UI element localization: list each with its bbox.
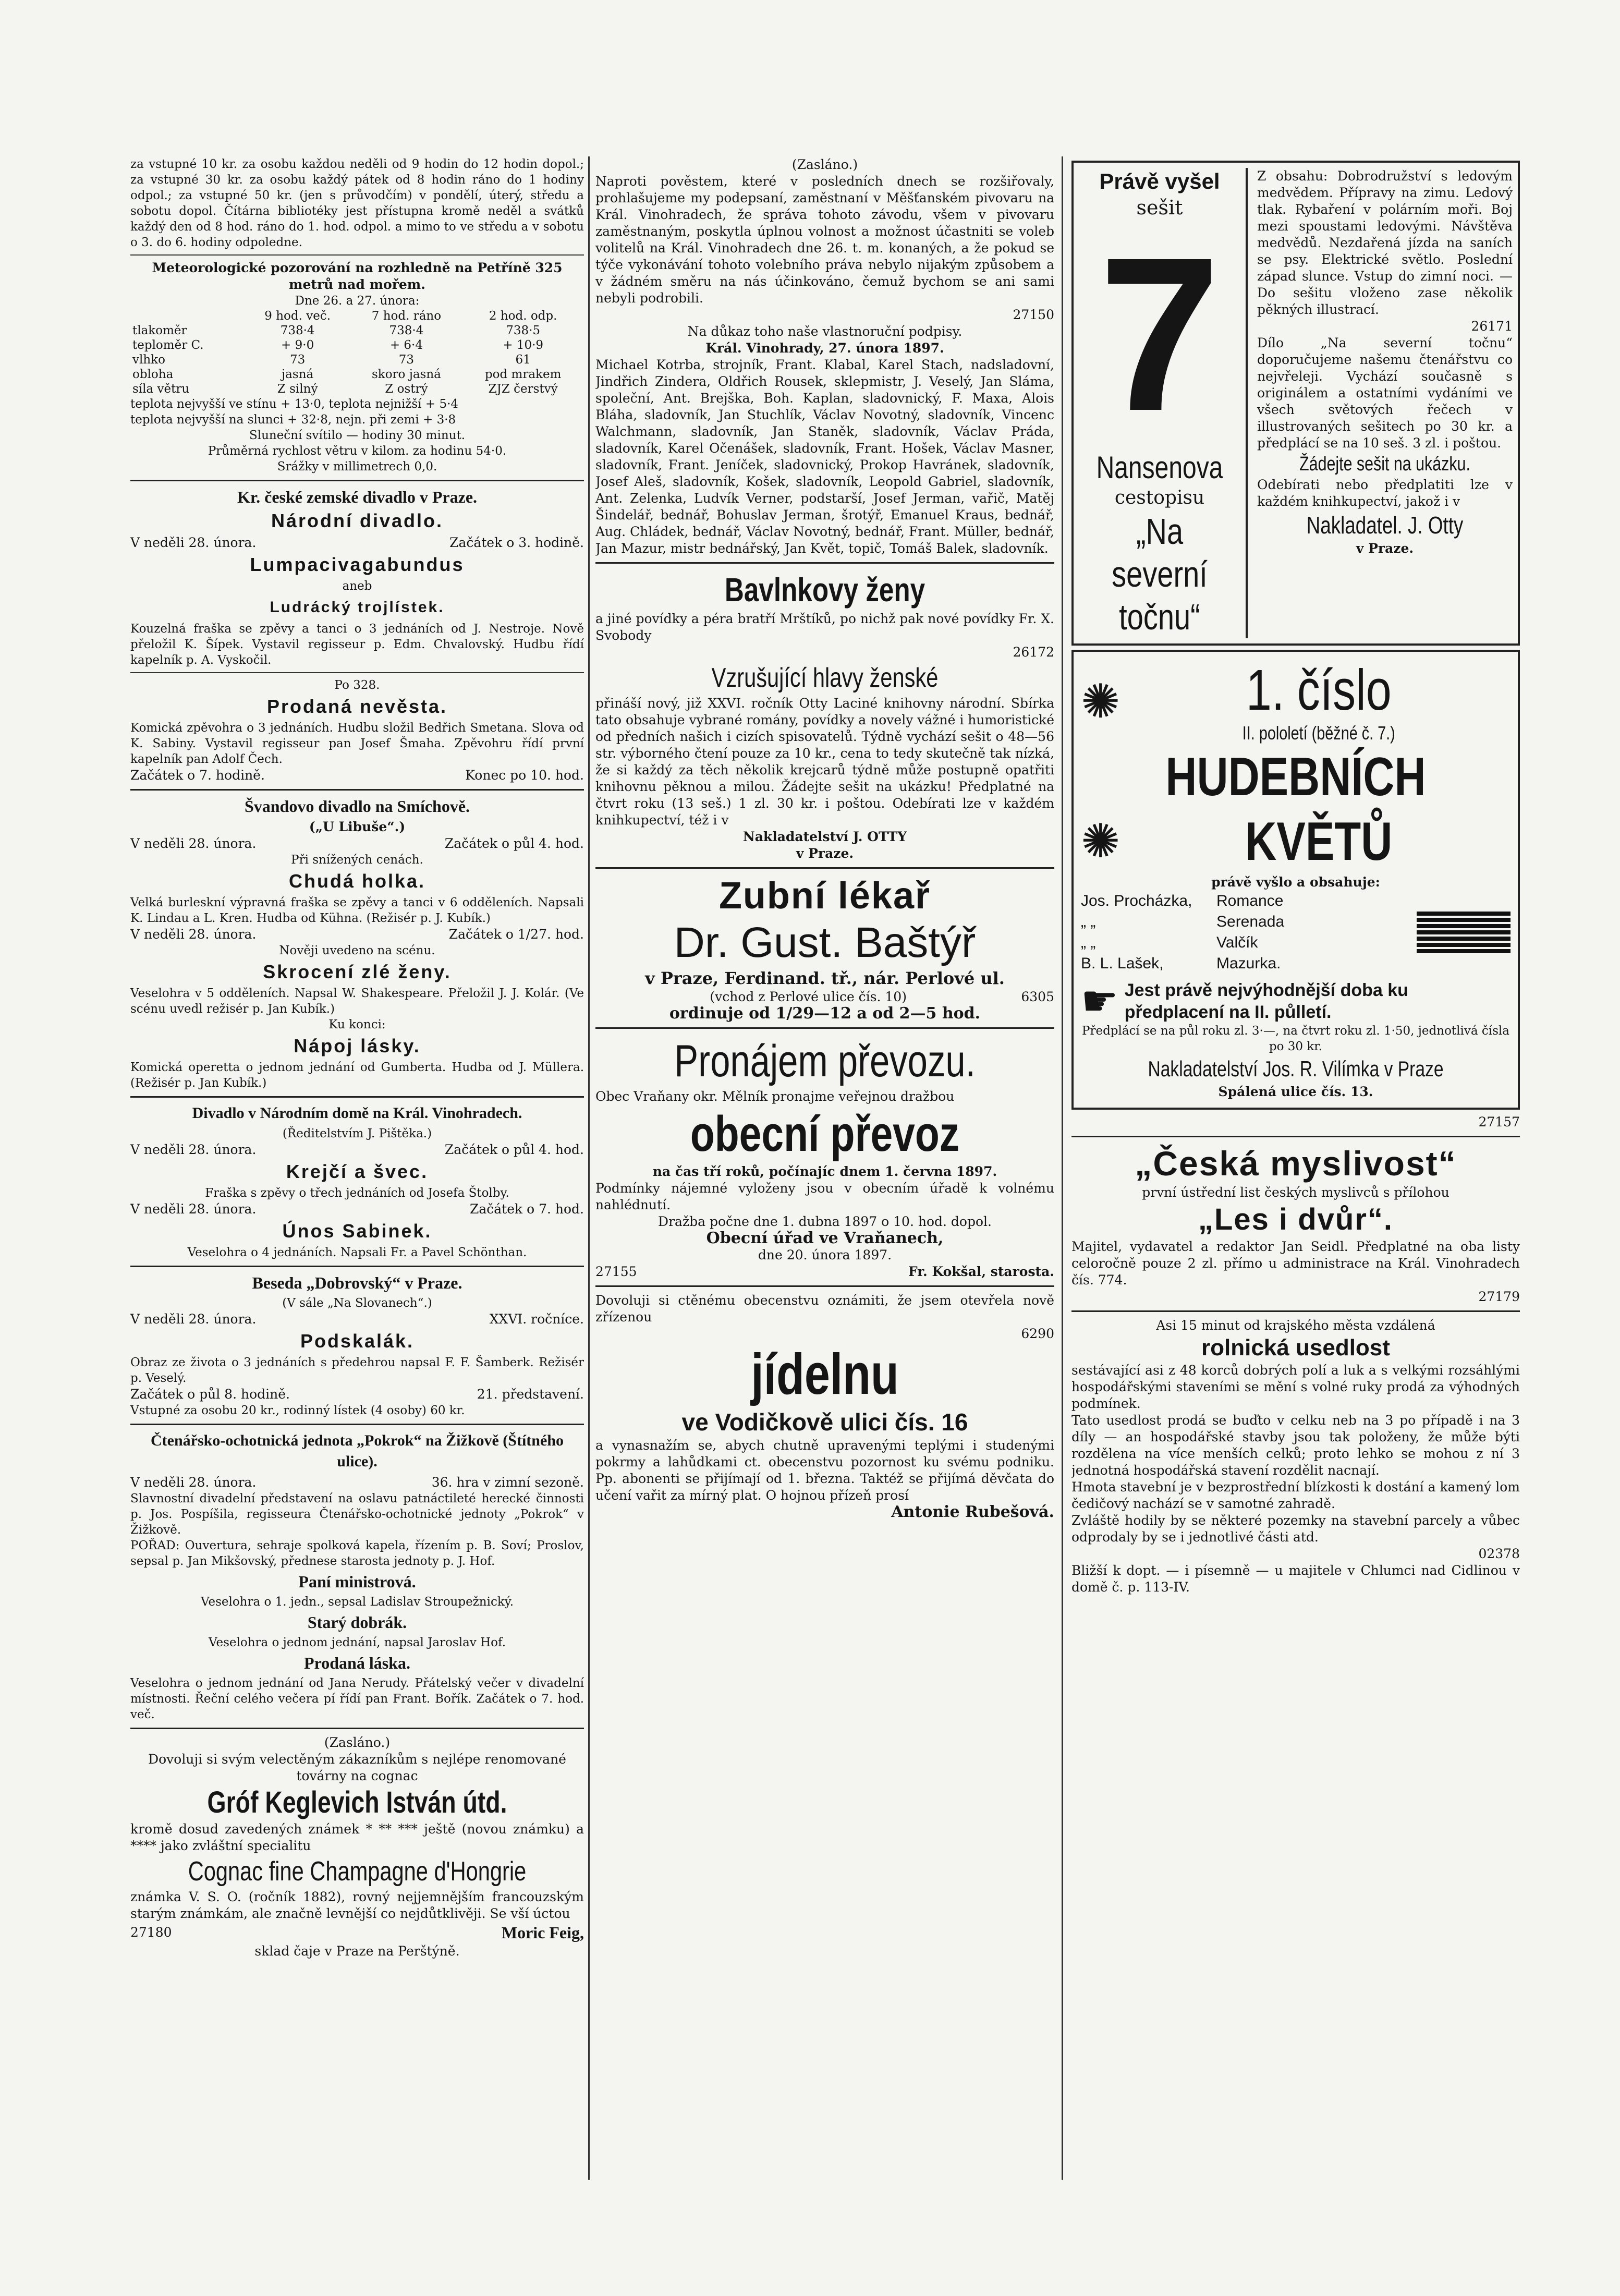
date: V neděli 28. února. (130, 535, 257, 550)
address: v Praze, Ferdinand. tř., nár. Perlové ul. (645, 968, 1005, 988)
contents-list (1081, 891, 1417, 974)
doctor-name: Dr. Gust. Baštýř (674, 919, 976, 966)
divider (1071, 1310, 1520, 1312)
ad-title: Vzrušující hlavy ženské (711, 663, 939, 693)
date: V neděli 28. února. (130, 1475, 257, 1490)
table-cell: 9 hod. več. (264, 309, 331, 323)
start-time: Začátek o 3. hodině. (449, 535, 584, 550)
divider (595, 867, 1054, 869)
play-note: Při snížených cenách. (291, 853, 423, 867)
nansen-ad (1071, 161, 1520, 646)
date: V neděli 28. února. (130, 836, 257, 851)
column-left (130, 156, 584, 2242)
ad-sesit: sešit (1136, 196, 1183, 219)
play-note: Nověji uvedeno na scénu. (279, 944, 435, 957)
divider (1071, 1136, 1520, 1137)
zaslano-title: (Zasláno.) (791, 157, 858, 172)
table-cell (130, 309, 245, 323)
ad-text: Podmínky nájemné vyloženy jsou v obecním úřadě k volnému nahlédnutí. (595, 1181, 1054, 1212)
flower-ornament-icon: ✺ (1081, 814, 1120, 869)
ad-number: 6290 (1021, 1326, 1054, 1341)
play-times-row (130, 1386, 584, 1403)
ad-text: Majitel, vydavatel a redaktor Jan Seidl. Předplatné na oba listy celoročně pouze 2 zl. přímo u administrace na Král. Vinohradech čís. 774. (1071, 1239, 1520, 1287)
play-title: Prodaná láska. (304, 1654, 410, 1672)
issue-number: 1. číslo (1246, 658, 1392, 722)
date: V neděli 28. února. (130, 1311, 257, 1327)
divider (130, 1266, 584, 1267)
address-note: (vchod z Perlové ulice čís. 10) (710, 989, 907, 1004)
table-cell: 73 (398, 353, 415, 367)
table-cell: pod mrakem (484, 368, 562, 381)
theatre-date-row (130, 534, 584, 551)
piece: Mazurka. (1216, 955, 1281, 972)
divider (130, 789, 584, 791)
ad-intro: Asi 15 minut od krajského města vzdálená (1156, 1318, 1435, 1333)
date: V neděli 28. února. (130, 927, 257, 942)
table-cell: Z silný (277, 382, 318, 396)
ad-sub: právě vyšlo a obsahuje: (1211, 874, 1380, 890)
start-time: Začátek o půl 4. hod. (444, 1142, 584, 1157)
nansen-ad-right (1257, 168, 1513, 638)
ad-sub: cestopisu (1114, 487, 1205, 508)
ad-text: Dovoluji si ctěnému obecenstvu oznámiti, že jsem otevřela nově zřízenou (595, 1293, 1054, 1325)
list-item (1081, 912, 1417, 932)
table-cell: vlhko (132, 353, 165, 367)
ad-headline: obecní převoz (690, 1106, 960, 1162)
ad-title: „Les i dvůr“. (1198, 1202, 1394, 1236)
divider (130, 254, 584, 256)
list-item (1081, 953, 1417, 974)
column-right (1071, 156, 1520, 2242)
ad-title: Zubní lékař (718, 875, 931, 917)
play-title: Chudá holka. (288, 870, 426, 892)
ad-number: 27155 (595, 1264, 637, 1279)
theatre-title: Kr. české zemské divadlo v Praze. (237, 488, 478, 506)
ad-cta: Žádejte sešit na ukázku. (1299, 453, 1470, 475)
play-description: Veselohra o 1. jedn., sepsal Ladislav Stroupežnický. (200, 1595, 514, 1609)
play-description: Obraz ze života o 3 jednáních s předehrou napsal F. F. Šamberk. Režisér p. Veselý. (130, 1356, 584, 1385)
piece: Serenada (1216, 913, 1285, 930)
hudebni-kvety-ad (1071, 650, 1520, 1110)
zaslano-names: Michael Kotrba, strojník, Frant. Klabal, Karel Stach, nadsladovní, Jindřich Zindera, Oldřich Rousek, sklepmistr, J. Veselý, Jan Sláma, společní, Ant. Brejška, Boh. Kaplan, sladovnický, F. Maxa, Alois Bláha, sladovník, Jan Stuchlík, Václav Novotný, sladovník, Vincenc Walchmann, sladovník, Jan Staněk, sladovník, Václav Práda, sladovník, Karel Očenášek, sladovník, Frant. Hošek, Václav Masner, sladovník, Frant. Jeníček, sladovnický, Prokop Havránek, sladovník, Josef Aleš, sladovník, Košek, sladovník, Leopold Gabriel, sladovník, Ant. Zelenka, Ludvík Verner, podstarší, Josef Jerman, vařič, Matěj Šindelář, bednář, Bohuslav Jerman, šrotýř, Emanuel Kraus, bednář, Aug. Chládek, bednář, Václav Novotný, bednář, Frant. Müller, bednář, Jan Mazur, mistr bednářský, Jan Květ, topič, Tomáš Balek, sladovník. (595, 357, 1054, 556)
ad-text: a vynasnažím se, abych chutně upravenými teplými i studenými pokrmy a lahůdkami ct. obecenstvu pozornost ku svému podniku. Pp. abonenti se přijímají od 1. března. Taktéž se přijímá děvčata do učení vařit za mírný plat. O hojnou přízeň prosí (595, 1438, 1054, 1503)
end-time: Konec po 10. hod. (465, 768, 584, 783)
theatre-title: Čtenářsko-ochotnická jednota „Pokrok“ na Žižkově (Štítného ulice). (151, 1432, 564, 1470)
play-description: Veselohra o jednom jednání, napsal Jaroslav Hof. (208, 1636, 506, 1649)
address-row (595, 989, 1054, 1005)
cognac-text: kromě dosud zavedených známek * ** *** ještě (novou známku) a **** jako zvláštní specialitu (130, 1821, 584, 1853)
year: XXVI. ročníce. (489, 1311, 584, 1327)
flower-ornament-icon: ✺ (1081, 674, 1120, 729)
play-description: Komická zpěvohra o 3 jednáních. Hudbu složil Bedřich Smetana. Slova od K. Sabiny. Vystavil regisseur pan Josef Šmaha. Zpěvohru řídí první kapelník pan Adolf Čech. (130, 721, 584, 766)
theatre-title: Divadlo v Národním domě na Král. Vinohradech. (192, 1104, 522, 1122)
ad-text: přináší nový, již XXVI. ročník Otty Laciné knihovny národní. Sbírka tato obsahuje vybrané romány, povídky a novely vážné i humoristické od předních našich i cizích spisovatelů. Týdně vychází sešit o 48—56 str. výborného čtení pouze za 10 kr., cena to tedy skutečně tak nízká, že si každý za těch několik krejcarů týdně může postupně opatřiti knihovnu pěknou a milou. Žádejte sešit na ukázku! Předplatné na čtvrt roku (13 seš.) 1 zl. 30 kr. i poštou. Odebírati lze v každém knihkupectví, též i v (595, 696, 1054, 828)
ad-title: Pronájem převozu. (674, 1036, 976, 1086)
ad-name: Nansenova (1096, 450, 1223, 485)
ad-text: a jiné povídky a péra bratří Mrštíků, po nichž pak nové povídky Fr. X. Svobody (595, 611, 1054, 643)
theatre-date-row (130, 1311, 584, 1328)
table-cell: 2 hod. odp. (489, 309, 557, 323)
program: POŘAD: Ouvertura, sehraje spolková kapela, řízením p. B. Soví; Proslov, sepsal p. Jan Mikšovský, přednese starosta jednoty p. J. Hof. (130, 1539, 584, 1568)
ad-text: sestávající asi z 48 korců dobrých polí a luk a s velkými rozsáhlými hospodářskými staveními se mění s volné ruky prodá za výhodných podmínek. (1071, 1363, 1520, 1411)
half-year: II. pololetí (běžné č. 7.) (1243, 722, 1396, 744)
ad-text: Obec Vraňany okr. Mělník pronajme veřejnou dražbou (595, 1089, 955, 1104)
ad-number: 27180 (130, 1925, 172, 1940)
divider (130, 1096, 584, 1098)
table-row (130, 323, 584, 338)
publisher: Nakladatelství J. OTTY (742, 829, 907, 844)
play-description: Kouzelná fraška se zpěvy a tanci o 3 jednáních od J. Nestroje. Nově přeložil K. Šípek. Vystavil regisseur p. Edm. Chvalovský. Hudbu řídí kapelník p. A. Vyskočil. (130, 622, 584, 667)
table-cell: obloha (132, 368, 174, 381)
theatre-subtitle: Národní divadlo. (271, 510, 444, 531)
table-cell: 61 (515, 353, 531, 367)
music-staff-ornament (1417, 909, 1511, 955)
play-title: Krejčí a švec. (286, 1161, 429, 1182)
ad-hint: Jest právě nejvýhodnější doba ku předplacení na II. půlletí. (1124, 980, 1408, 1022)
start-time: Začátek o půl 8. hodině. (130, 1387, 290, 1402)
divider (130, 1728, 584, 1729)
nansen-ad-left (1079, 168, 1248, 638)
ad-text: Z obsahu: Dobrodružství s ledovým medvědem. Přípravy na zimu. Ledový tlak. Rybaření v polárním moři. Boj mezi spoustami ledovými. Návštěva medvědů. Nezdařená jízda na saních se psy. Elektrické světlo. Poslední západ slunce. Vstup do zimní noci. — Do sešitu vloženo zase několik pěkných illustrací. (1257, 168, 1513, 317)
ad-text: Hmota stavební je v bezprostřední blízkosti k dostání a kamený lom čedičový nachází se v samotné zahradě. (1071, 1479, 1520, 1511)
table-cell: ZJZ čerstvý (488, 382, 558, 396)
publisher-address: Spálená ulice čís. 13. (1218, 1084, 1373, 1099)
table-row (130, 309, 584, 323)
column-middle (595, 156, 1054, 2242)
table-cell: Z ostrý (385, 382, 428, 396)
play-description: Veselohra v 5 odděleních. Napsal W. Shakespeare. Přeložil J. J. Kolár. (Ve scénu uvedl režisér p. Jan Kubík.) (130, 987, 584, 1016)
composer: „ „ (1081, 913, 1096, 930)
ad-text: Tato usedlost prodá se buďto v celku neb na 3 po případě i na 3 díly — an hospodářské stavby jsou tak položeny, že může býti rozdělena na více menších celků; proto lehko se mohou z ní 3 jednotná hospodářská stavení rozdělit nacnají. (1071, 1413, 1520, 1478)
ad-title: „Česká myslivost“ (1135, 1144, 1457, 1183)
divider (595, 1285, 1054, 1287)
start-time: Začátek o půl 4. hod. (444, 836, 584, 851)
ad-number: 6305 (1021, 989, 1054, 1004)
list-item (1081, 891, 1417, 912)
ad-address: ve Vodičkově ulici čís. 16 (681, 1408, 968, 1436)
cognac-text: známka V. S. O. (ročník 1882), rovný nejjemnějším francouzským starým známkám, ale značně levnější co nejdůtklivěji. Se vší úctou (130, 1889, 584, 1921)
composer: B. L. Lašek, (1081, 955, 1164, 972)
ad-text: Dílo „Na severní točnu“ doporučujeme našemu čtenářstvu co nejvřeleji. Vychází současně s originálem a ostatními vydáními ve všech světových řečech v illustrovaných sešitech po 30 kr. a předplácí se na 10 seš. 3 zl. i poštou. (1257, 335, 1513, 451)
table-row (130, 367, 584, 382)
play-title: Starý dobrák. (307, 1613, 407, 1632)
table-cell: tlakoměr (132, 324, 187, 337)
theatre-subtitle: („U Libuše“.) (309, 819, 406, 834)
theatre-date-row (130, 1474, 584, 1491)
play-subtitle: Ludrácký trojlístek. (270, 599, 445, 616)
zaslano-place: Král. Vinohrady, 27. února 1897. (705, 341, 944, 356)
play-description: Veselohra o 4 jednáních. Napsali Fr. a Pavel Schönthan. (187, 1246, 527, 1259)
ad-text: první ústřední list českých myslivců s přílohou (1142, 1185, 1450, 1200)
play-description: Slavnostní divadelní představení na oslavu patnáctileté herecké činnosti p. Jos. Pospíšila, regisseura Čtenářsko-ochotnické jednoty „Pokrok“ v Žižkově. (130, 1492, 584, 1537)
divider (130, 480, 584, 481)
table-cell: 7 hod. ráno (371, 309, 442, 323)
divider (130, 672, 584, 673)
cognac-sign-row (130, 1922, 584, 1943)
composer: „ „ (1081, 934, 1096, 951)
theatre-title: Beseda „Dobrovský“ v Praze. (252, 1273, 462, 1292)
table-row (130, 338, 584, 353)
table-cell: + 9·0 (281, 338, 314, 352)
publisher-city: v Praze. (796, 846, 854, 861)
office: Obecní úřad ve Vraňanech, (706, 1229, 944, 1247)
ad-work: „Na severní točnu“ (1112, 511, 1208, 637)
cognac-brand: Gróf Keglevich István útd. (207, 1785, 507, 1819)
hours: ordinuje od 1/29—12 a od 2—5 hod. (669, 1004, 981, 1023)
magazine-title: HUDEBNÍCH (1165, 747, 1426, 807)
hint-row (1081, 979, 1511, 1023)
play-number: Po 328. (334, 678, 380, 692)
meteo-note: Srážky v millimetrech 0,0. (277, 460, 437, 473)
pointing-hand-icon: ☛ (1081, 977, 1118, 1025)
zaslano-title: (Zasláno.) (324, 1735, 391, 1750)
table-cell: jasná (282, 368, 314, 381)
date: V neděli 28. února. (130, 1142, 257, 1157)
meteo-note: Průměrná rychlost větru v kilom. za hodinu 54·0. (208, 444, 507, 458)
piece: Romance (1216, 892, 1284, 909)
theatre-date-row (130, 1201, 584, 1218)
play-title: Skrocení zlé ženy. (263, 961, 452, 982)
ad-number: 27157 (1478, 1114, 1520, 1129)
signature: Fr. Kokšal, starosta. (908, 1264, 1054, 1279)
cognac-address: sklad čaje v Praze na Perštýně. (254, 1943, 460, 1959)
theatre-date-row (130, 926, 584, 943)
ad-price: Předplácí se na půl roku zl. 3·—, na čtvrt roku zl. 1·50, jednotlivá čísla po 30 kr. (1081, 1024, 1509, 1053)
zaslano-proof: Na důkaz toho naše vlastnoruční podpisy. (687, 324, 963, 339)
play-aneb: aneb (342, 579, 372, 593)
ad-number: 02378 (1478, 1546, 1520, 1561)
zaslano-text: Dovoluji si svým velectěným zákazníkům s nejlépe renomované továrny na cognac (148, 1752, 566, 1783)
play-description: Velká burleskní výpravná fraška se zpěvy a tanci v 6 odděleních. Napsali K. Lindau a L. Kren. Hudba od Kühna. (Režisér p. J. Kubík.) (130, 896, 584, 925)
ad-number: 26171 (1471, 319, 1513, 334)
piece: Valčík (1216, 934, 1258, 951)
column-divider (588, 156, 590, 2180)
ad-title: Právě vyšel (1099, 169, 1220, 193)
table-cell: teploměr C. (132, 338, 204, 352)
theatre-date-row (130, 835, 584, 852)
meteo-title: Meteorologické pozorování na rozhledně na Petříně 325 metrů nad mořem. (152, 260, 563, 292)
magazine-title: KVĚTŮ (1245, 811, 1393, 872)
play-description: Komická operetta o jednom jednání od Gumberta. Hudba od J. Müllera. (Režisér p. Jan Kubík.) (130, 1061, 584, 1090)
table-cell: + 10·9 (503, 338, 544, 352)
ad-contact: Bližší k dopt. — i písemně — u majitele v Chlumci nad Cidlinou v domě č. p. 113-IV. (1071, 1563, 1520, 1595)
meteo-table (130, 309, 584, 396)
table-cell: 73 (290, 353, 306, 367)
contents-block (1081, 891, 1511, 974)
play-description: Fraška s zpěvy o třech jednáních od Josefa Štolby. (205, 1186, 509, 1200)
table-row (130, 382, 584, 396)
start-time: Začátek o 1/27. hod. (448, 927, 584, 942)
composer: Jos. Procházka, (1081, 892, 1192, 909)
season: 36. hra v zimní sezoně. (431, 1475, 584, 1490)
play-times-row (130, 767, 584, 784)
start-time: Začátek o 7. hod. (469, 1201, 584, 1217)
play-title: Prodaná nevěsta. (266, 696, 448, 717)
divider (595, 562, 1054, 564)
column-divider (1062, 156, 1063, 2180)
table-cell: 738·4 (280, 324, 315, 337)
issue-number: 7 (1099, 212, 1221, 457)
table-row (130, 353, 584, 367)
office-date: dne 20. února 1897. (758, 1247, 892, 1262)
ad-number: 26172 (1013, 645, 1054, 660)
ad-number: 27179 (1478, 1289, 1520, 1304)
ad-headline: jídelnu (751, 1342, 899, 1406)
signature: Antonie Rubešová. (891, 1503, 1054, 1521)
sign-row (595, 1264, 1054, 1280)
cognac-product: Cognac fine Champagne d'Hongrie (188, 1856, 527, 1887)
ad-text: Zvláště hodily by se některé pozemky na stavební parcely a vůbec odprodaly by se i jednotlivé části atd. (1071, 1513, 1520, 1545)
ad-title-row (1081, 809, 1511, 874)
meteo-dates: Dne 26. a 27. února: (295, 294, 420, 308)
divider (130, 1424, 584, 1425)
cognac-signature: Moric Feig, (501, 1923, 584, 1942)
ad-term: na čas tří roků, počínajíc dnem 1. června 1897. (652, 1164, 997, 1179)
publisher: Nakladatel. J. Otty (1306, 512, 1464, 539)
table-cell: síla větru (132, 382, 190, 396)
publisher-city: v Praze. (1356, 541, 1414, 556)
meteo-note: Sluneční svítilo — hodiny 30 minut. (249, 429, 466, 442)
zaslano-text: Naproti pověstem, které v posledních dnech se rozšiřovaly, prohlašujeme my podepsaní, zaměstnaní v Měšťanském pivovaru na Král. Vinohradech, že správa tohoto závodu, všem v pivovaru zaměstnaným, poskytla úplnou volnost a možnost účastniti se voleb volitelů na Král. Vinohradech dne 26. t. m. konaných, a že pokud se týče vykonávání tohoto volebního práva nebylo nijakým způsobem a v žádném směru na nás účinkováno, čemuž bychom se ani sami nebyli podrobili. (595, 174, 1054, 306)
ad-header (1081, 659, 1511, 745)
table-cell: + 6·4 (389, 338, 423, 352)
library-hours: za vstupné 10 kr. za osobu každou neděli od 9 hodin do 12 hodin dopol.; za vstupné 30 kr. za osobu každý pátek od 8 hodin ráno do 1 hodiny odpol.; za vstupné 50 kr. (jen s průvodčím) v pondělí, úterý, středu a sobotu dopol. Čítárna bibliotéky jest přístupna kromě neděl a svátků každý den od 8 hod. ráno do 1. hod. odpol. a mimo to ve středu a v sobotu o 3. do 6. hodiny odpoledne. (130, 157, 584, 249)
start-time: Začátek o 7. hodině. (130, 768, 265, 783)
performance: 21. představení. (477, 1387, 584, 1402)
publisher: Nakladatelství Jos. R. Vilímka v Praze (1148, 1056, 1444, 1081)
list-item (1081, 932, 1417, 953)
theatre-title: Švandovo divadlo na Smíchově. (244, 797, 470, 816)
price: Vstupné za osobu 20 kr., rodinný lístek (4 osoby) 60 kr. (130, 1404, 465, 1417)
play-description: Veselohra o jednom jednání od Jana Nerudy. Přátelský večer v divadelní místnosti. Řeční celého večera pí řídí pan Frant. Bořík. Začátek o 7. hod. več. (130, 1677, 584, 1721)
ad-header-text (1127, 659, 1511, 745)
divider (595, 1027, 1054, 1029)
ad-text: Odebírati nebo předplatiti lze v každém knihkupectví, jakož i v (1257, 477, 1513, 509)
ad-title: Bavlnkovy ženy (724, 571, 925, 609)
ad-title: rolnická usedlost (1201, 1335, 1390, 1360)
meteo-note: teplota nejvyšší ve stínu + 13·0, teplota nejnižší + 5·4 (130, 397, 459, 411)
ad-date: Dražba počne dne 1. dubna 1897 o 10. hod. dopol. (658, 1214, 992, 1229)
theatre-date-row (130, 1141, 584, 1158)
play-title: Únos Sabinek. (282, 1220, 432, 1242)
ad-number: 27150 (1013, 307, 1054, 322)
table-cell: skoro jasná (371, 368, 441, 381)
table-cell: 738·4 (389, 324, 424, 337)
theatre-subtitle: (Ředitelstvím J. Pištěka.) (282, 1127, 432, 1140)
meteo-note: teplota nejvyšší na slunci + 32·8, nejn. při zemi + 3·8 (130, 413, 456, 427)
date: V neděli 28. února. (130, 1201, 257, 1217)
play-title: Lumpacivagabundus (250, 554, 465, 575)
play-note: Ku konci: (328, 1018, 386, 1031)
theatre-subtitle: (V sále „Na Slovanech“.) (282, 1296, 432, 1310)
table-cell: 738·5 (506, 324, 541, 337)
play-title: Nápoj lásky. (294, 1035, 421, 1056)
play-title: Paní ministrová. (298, 1572, 416, 1591)
play-title: Podskalák. (300, 1330, 415, 1352)
